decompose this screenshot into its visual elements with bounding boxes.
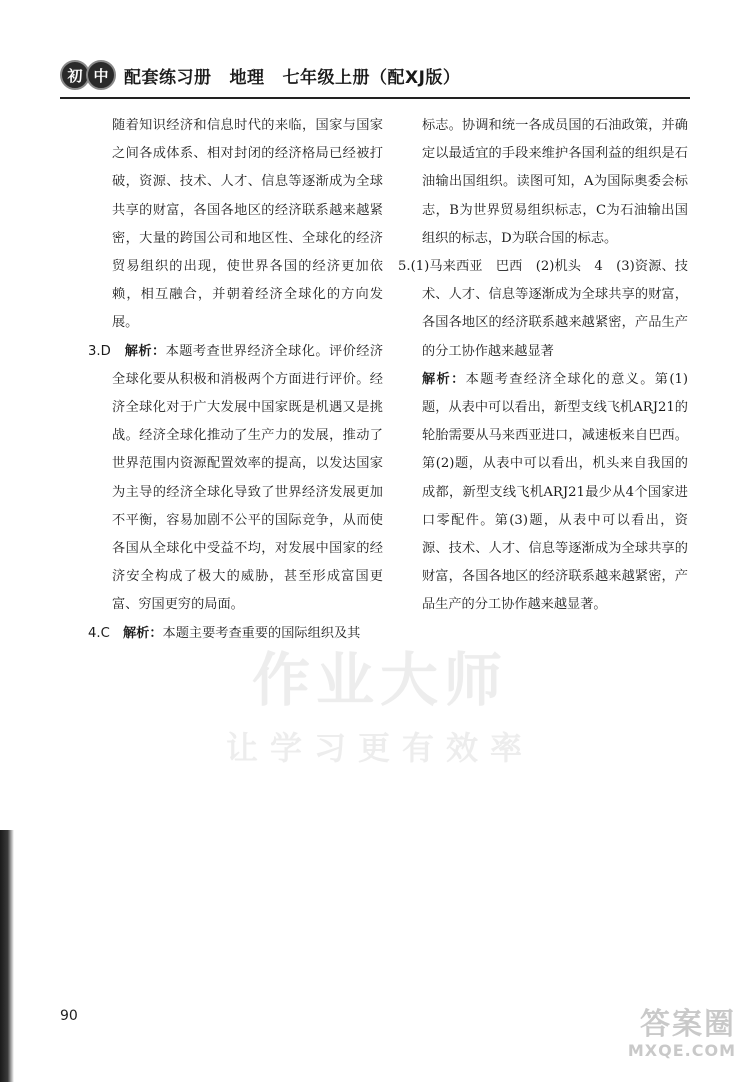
analysis-text-4: 本题主要考查重要的国际组织及其 xyxy=(162,625,361,641)
header-title xyxy=(124,63,478,88)
answer-3-key: 3.D xyxy=(88,343,111,359)
watermark-line-1: 作业大师 xyxy=(251,646,508,714)
watermark-line-2: 让学习更有效率 xyxy=(225,729,534,767)
analysis-label-3: 解析： xyxy=(124,343,166,359)
page-header xyxy=(60,58,478,92)
analysis-label-4: 解析： xyxy=(122,625,163,641)
answer-4-key: 4.C xyxy=(88,625,110,641)
center-watermark xyxy=(190,640,570,776)
grade-label: 七年级上册（配XJ版） xyxy=(282,67,461,88)
page-number: 90 xyxy=(60,1008,78,1024)
subject-label: 地理 xyxy=(229,67,265,88)
answer-item-5 xyxy=(398,253,688,366)
answer-item-3 xyxy=(88,338,383,620)
header-divider xyxy=(60,97,690,99)
logo-char-1: 初 xyxy=(60,60,90,90)
analysis-text-3: 本题考查世界经济全球化。评价经济全球化要从积极和消极两个方面进行评价。经济全球化对于广大发展中国家既是机遇又是挑战。经济全球化推动了生产力的发展，推动了世界范围内资源配置效率的提高，以发达国家为主导的经济全球化导致了世界经济发展更加不平衡，容易加剧不公平的国际竞争，从而使各国从全球化中受益不均，对发展中国家的经济安全构成了极大的威胁，甚至形成富国更富、穷国更穷的局面。 xyxy=(112,343,384,613)
corner-watermark-url: MXQE.COM xyxy=(627,1041,736,1060)
analysis-item-5 xyxy=(398,366,688,620)
answer-5-text: 5.(1)马来西亚 巴西 (2)机头 4 (3)资源、技术、人才、信息等逐渐成为全球共享的财富，各国各地区的经济联系越来越紧密，产品生产的分工协作越来越显著 xyxy=(398,259,688,359)
continued-text-right: 标志。协调和统一各成员国的石油政策，并确定以最适宜的手段来维护各国利益的组织是石油输出国组织。读图可知，A为国际奥委会标志，B为世界贸易组织标志，C为石油输出国组织的标志，D为联合国的标志。 xyxy=(422,118,688,246)
continued-text: 随着知识经济和信息时代的来临，国家与国家之间各成体系、相对封闭的经济格局已经被打破，资源、技术、人才、信息等逐渐成为全球共享的财富，各国各地区的经济联系越来越紧密，大量的跨国公司和地区性、全球化的经济贸易组织的出现，使世界各国的经济更加依赖，相互融合，并朝着经济全球化的方向发展。 xyxy=(112,118,383,331)
corner-watermark-text: 答案圈 xyxy=(640,1007,736,1042)
analysis-text-5: 本题考查经济全球化的意义。第(1)题，从表中可以看出，新型支线飞机ARJ21的轮胎需要从马来西亚进口，减速板来自巴西。第(2)题，从表中可以看出，机头来自我国的成都，新型支线飞机ARJ21最少从4个国家进口零配件。第(3)题，从表中可以看出，资源、技术、人才、信息等逐渐成为全球共享的财富，各国各地区的经济联系越来越紧密，产品生产的分工协作越来越显著。 xyxy=(422,371,689,613)
book-title: 配套练习册 xyxy=(124,67,212,88)
right-column xyxy=(398,112,688,620)
left-column xyxy=(88,112,383,648)
corner-watermark xyxy=(628,1008,736,1060)
analysis-label-5: 解析： xyxy=(422,371,466,387)
scan-edge-shadow xyxy=(0,830,14,1082)
series-logo xyxy=(60,60,116,90)
logo-char-2: 中 xyxy=(86,60,116,90)
